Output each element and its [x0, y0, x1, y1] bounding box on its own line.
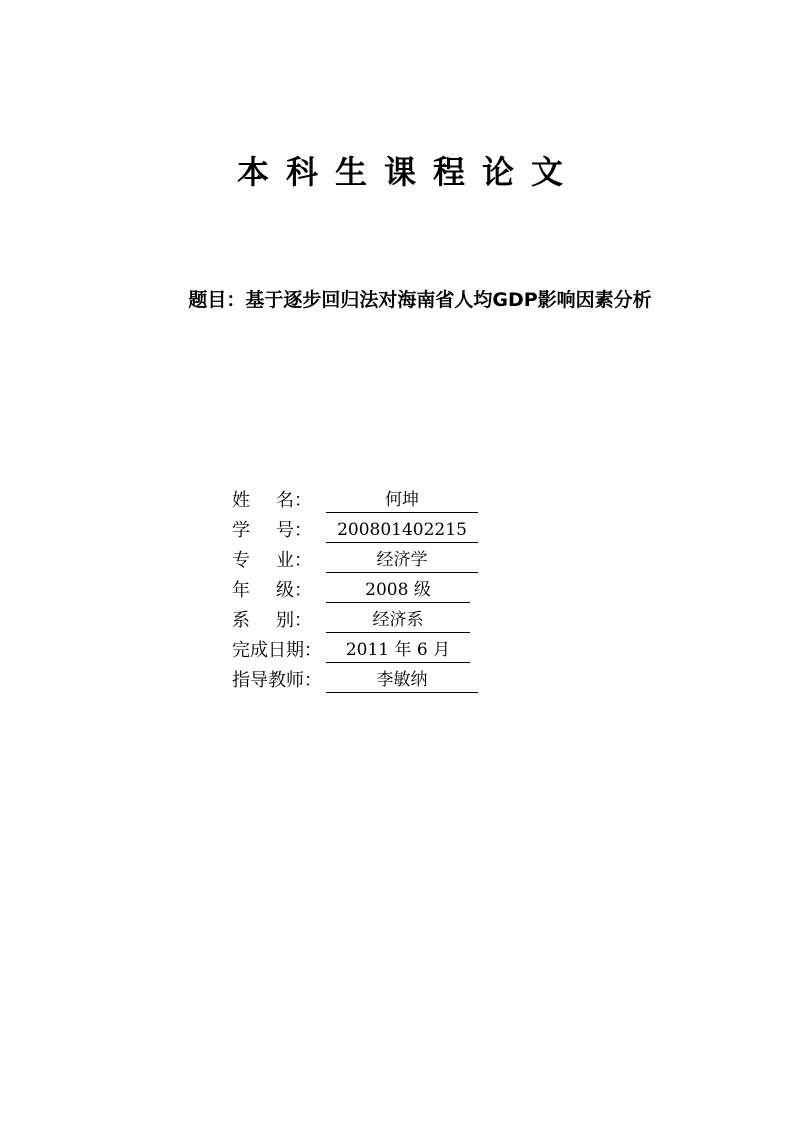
- advisor-label: 指导教师：: [232, 670, 322, 691]
- completion-date-label: 完成日期：: [232, 640, 322, 661]
- name-value: 何坤: [326, 490, 478, 513]
- thesis-title: 题目：基于逐步回归法对海南省人均GDP影响因素分析: [188, 289, 652, 311]
- info-row-student-id: [232, 516, 492, 546]
- advisor-value: 李敏纳: [326, 670, 478, 693]
- name-label: 姓名：: [232, 490, 312, 511]
- grade-label: 年级：: [232, 580, 312, 601]
- major-value: 经济学: [326, 550, 478, 573]
- info-row-department: [232, 606, 492, 636]
- student-info-block: [232, 486, 492, 696]
- department-value: 经济系: [326, 610, 470, 633]
- info-row-advisor: [232, 666, 492, 696]
- main-title: 本科生课程论文: [236, 153, 580, 191]
- info-row-major: [232, 546, 492, 576]
- department-label: 系别：: [232, 610, 312, 631]
- info-row-grade: [232, 576, 492, 606]
- grade-value: 2008 级: [326, 580, 470, 603]
- student-id-value: 200801402215: [326, 520, 478, 543]
- student-id-label: 学号：: [232, 520, 312, 541]
- completion-date-value: 2011 年 6 月: [326, 640, 470, 663]
- info-row-name: [232, 486, 492, 516]
- major-label: 专业：: [232, 550, 312, 571]
- info-row-completion-date: [232, 636, 492, 666]
